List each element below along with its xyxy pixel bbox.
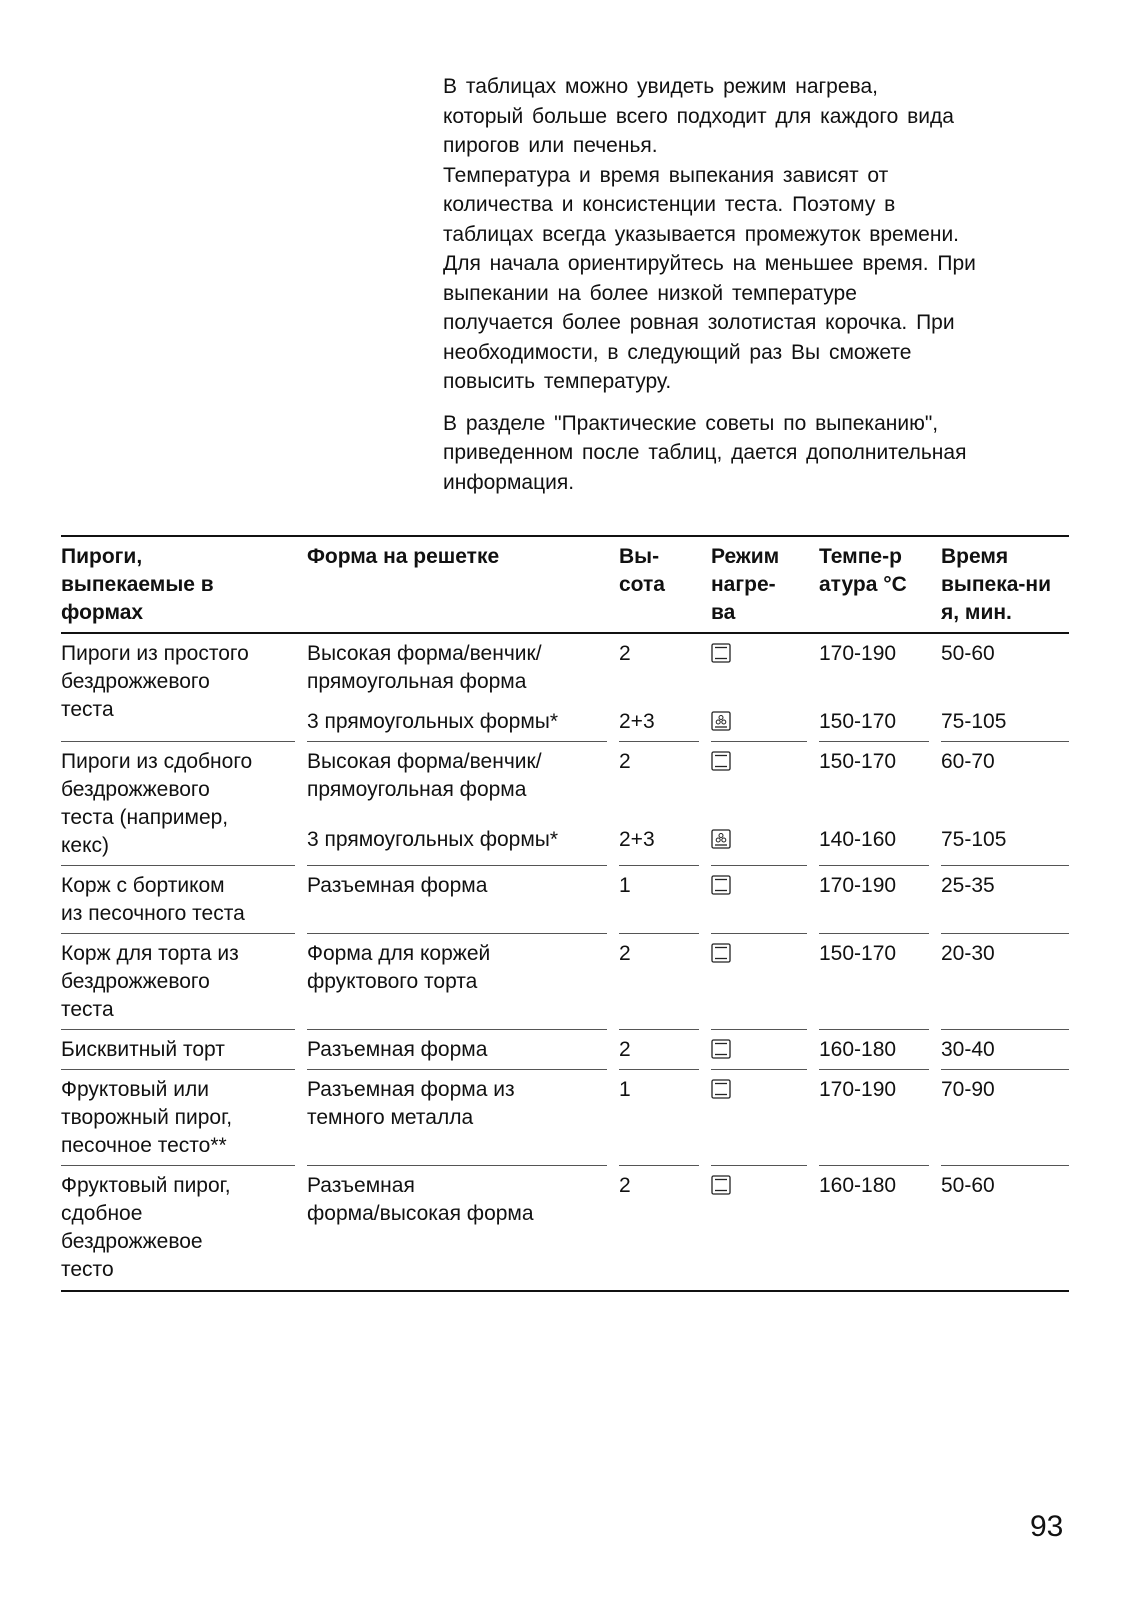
level-cell: 2	[619, 750, 631, 773]
temperature-cell: 160-180	[819, 1030, 941, 1070]
level-cell: 1	[619, 866, 711, 934]
temperature-cell: 150-170	[819, 750, 897, 773]
header-line: ва	[711, 601, 736, 624]
level-cell: 2+3	[619, 702, 711, 742]
cake-type-line: Бисквитный торт	[61, 1038, 225, 1061]
form-cell	[307, 866, 619, 934]
heating-mode-cell	[711, 634, 819, 702]
table-row	[61, 1030, 1069, 1070]
cake-type-cell	[61, 1070, 307, 1166]
table-row	[61, 1070, 1069, 1166]
heating-mode-cell	[711, 866, 819, 934]
cake-type-line: Пироги из простого	[61, 642, 249, 665]
table-row	[61, 634, 1069, 702]
intro-line: количества и консистенции теста. Поэтому в	[443, 193, 896, 216]
cake-type-line: Фруктовый пирог,	[61, 1174, 231, 1197]
header-line: Темпе-р	[819, 545, 902, 568]
cake-type-cell	[61, 866, 307, 934]
form-cell	[307, 702, 619, 742]
form-cell-line: Разъемная форма	[307, 874, 488, 897]
temperature-cell: 170-190	[819, 866, 941, 934]
table-row	[61, 742, 1069, 820]
form-cell-line: форма/высокая форма	[307, 1202, 534, 1225]
cake-type-line: теста (например,	[61, 806, 229, 829]
form-cell-line: Разъемная форма	[307, 1038, 488, 1061]
level-cell: 2	[619, 642, 631, 665]
form-cell-line: фруктового торта	[307, 970, 478, 993]
temperature-cell: 170-190	[819, 642, 897, 665]
cake-type-line: Корж с бортиком	[61, 874, 225, 897]
form-cell	[307, 1166, 619, 1290]
intro-paragraph-1	[443, 72, 1093, 397]
top-bottom-heat-icon	[711, 643, 731, 663]
cake-type-cell	[61, 634, 307, 742]
top-bottom-heat-icon	[711, 875, 731, 895]
intro-line: приведенном после таблиц, дается дополнительная	[443, 441, 967, 464]
temperature-cell: 140-160	[819, 820, 941, 866]
hot-air-fan-icon	[711, 711, 731, 731]
cake-type-cell	[61, 742, 307, 866]
intro-line: Для начала ориентируйтесь на меньшее время. При	[443, 252, 976, 275]
top-bottom-heat-icon	[711, 1175, 731, 1195]
cake-type-line: Корж для торта из	[61, 942, 239, 965]
table-row	[61, 934, 1069, 1030]
intro-line: Температура и время выпекания зависят от	[443, 163, 889, 187]
header-level	[619, 537, 711, 634]
header-time	[941, 537, 1069, 634]
time-cell: 70-90	[941, 1070, 1069, 1166]
temperature-cell: 150-170	[819, 934, 941, 1030]
heating-mode-cell	[711, 1030, 819, 1070]
header-line: атура °C	[819, 573, 907, 596]
header-line: выпека-ни	[941, 573, 1051, 596]
time-cell: 30-40	[941, 1030, 1069, 1070]
intro-text	[443, 72, 1093, 497]
form-cell-line: прямоугольная форма	[307, 670, 527, 693]
time-cell: 20-30	[941, 934, 1069, 1030]
header-line: Вы-	[619, 545, 660, 568]
cake-type-line: сдобное	[61, 1202, 143, 1225]
table-body	[61, 634, 1069, 1290]
table-row	[61, 866, 1069, 934]
time-cell: 50-60	[941, 1174, 995, 1197]
baking-table	[61, 535, 1069, 1292]
level-cell: 1	[619, 1070, 711, 1166]
heating-mode-cell	[711, 934, 819, 1030]
heating-mode-cell	[711, 1070, 819, 1166]
intro-paragraph-2	[443, 409, 1093, 498]
header-line: Пироги,	[61, 545, 143, 568]
cake-type-cell	[61, 1166, 307, 1290]
heating-mode-cell	[711, 742, 819, 820]
intro-line: необходимости, в следующий раз Вы сможете	[443, 340, 912, 364]
form-cell-line: Форма для коржей	[307, 942, 491, 965]
time-cell: 25-35	[941, 866, 1069, 934]
cake-type-line: теста	[61, 698, 114, 721]
time-cell: 50-60	[941, 642, 995, 665]
intro-line: В разделе "Практические советы по выпеканию",	[443, 411, 939, 435]
cake-type-line: Пироги из сдобного	[61, 750, 253, 773]
level-cell: 2	[619, 1174, 631, 1197]
intro-line: таблицах всегда указывается промежуток времени.	[443, 222, 960, 246]
cake-type-line: тесто	[61, 1258, 114, 1281]
cake-type-line: бездрожжевого	[61, 970, 210, 993]
intro-line: выпекании на более низкой температуре	[443, 281, 857, 305]
form-cell	[307, 1070, 619, 1166]
form-cell-line: Высокая форма/венчик/	[307, 750, 542, 773]
level-cell: 2	[619, 934, 711, 1030]
heating-mode-cell	[711, 820, 819, 866]
page-number: 93	[1030, 1510, 1064, 1543]
header-line: Форма на решетке	[307, 545, 500, 568]
header-line: выпекаемые в	[61, 573, 214, 596]
form-cell	[307, 934, 619, 1030]
header-line: сота	[619, 573, 665, 596]
table-header-row	[61, 537, 1069, 634]
top-bottom-heat-icon	[711, 751, 731, 771]
cake-type-line: творожный пирог,	[61, 1106, 233, 1129]
cake-type-line: теста	[61, 998, 114, 1021]
header-form	[307, 537, 619, 634]
level-cell: 2+3	[619, 820, 711, 866]
temperature-cell: 170-190	[819, 1070, 941, 1166]
top-bottom-heat-icon	[711, 1079, 731, 1099]
intro-line: В таблицах можно увидеть режим нагрева,	[443, 75, 878, 98]
form-cell	[307, 742, 619, 820]
level-cell: 2	[619, 1030, 711, 1070]
temperature-cell: 160-180	[819, 1174, 897, 1197]
cake-type-line: кекс)	[61, 834, 110, 857]
header-cake	[61, 537, 307, 634]
temperature-cell: 150-170	[819, 702, 941, 742]
form-cell-line: 3 прямоугольных формы*	[307, 710, 559, 733]
cake-type-line: Фруктовый или	[61, 1078, 209, 1101]
intro-line: получается более ровная золотистая корочка. При	[443, 311, 955, 334]
form-cell-line: Разъемная	[307, 1174, 415, 1197]
form-cell	[307, 820, 619, 866]
hot-air-fan-icon	[711, 829, 731, 849]
intro-line: который больше всего подходит для каждого вида	[443, 104, 954, 128]
time-cell: 60-70	[941, 750, 995, 773]
header-mode	[711, 537, 819, 634]
cake-type-cell	[61, 934, 307, 1030]
cake-type-line: бездрожжевого	[61, 670, 210, 693]
top-bottom-heat-icon	[711, 1039, 731, 1059]
top-bottom-heat-icon	[711, 943, 731, 963]
header-line: Режим	[711, 545, 780, 568]
header-line: Время	[941, 545, 1009, 568]
cake-type-line: песочное тесто**	[61, 1134, 227, 1157]
intro-line: информация.	[443, 470, 575, 494]
form-cell-line: прямоугольная форма	[307, 778, 527, 801]
header-temperature	[819, 537, 941, 634]
cake-type-line: бездрожжевого	[61, 778, 210, 801]
intro-line: повысить температуру.	[443, 370, 672, 393]
form-cell-line: Высокая форма/венчик/	[307, 642, 542, 665]
form-cell-line: Разъемная форма из	[307, 1078, 515, 1101]
form-cell-line: темного металла	[307, 1106, 474, 1129]
time-cell: 75-105	[941, 702, 1069, 742]
header-line: формах	[61, 601, 144, 624]
heating-mode-cell	[711, 1166, 819, 1290]
heating-mode-cell	[711, 702, 819, 742]
form-cell-line: 3 прямоугольных формы*	[307, 828, 559, 852]
time-cell: 75-105	[941, 820, 1069, 866]
header-line: нагре-	[711, 573, 776, 596]
cake-type-line: бездрожжевое	[61, 1230, 203, 1253]
cake-type-cell	[61, 1030, 307, 1070]
form-cell	[307, 1030, 619, 1070]
form-cell	[307, 634, 619, 702]
cake-type-line: из песочного теста	[61, 902, 245, 925]
header-line: я, мин.	[941, 601, 1012, 624]
intro-line: пирогов или печенья.	[443, 134, 658, 157]
table-row	[61, 1166, 1069, 1290]
